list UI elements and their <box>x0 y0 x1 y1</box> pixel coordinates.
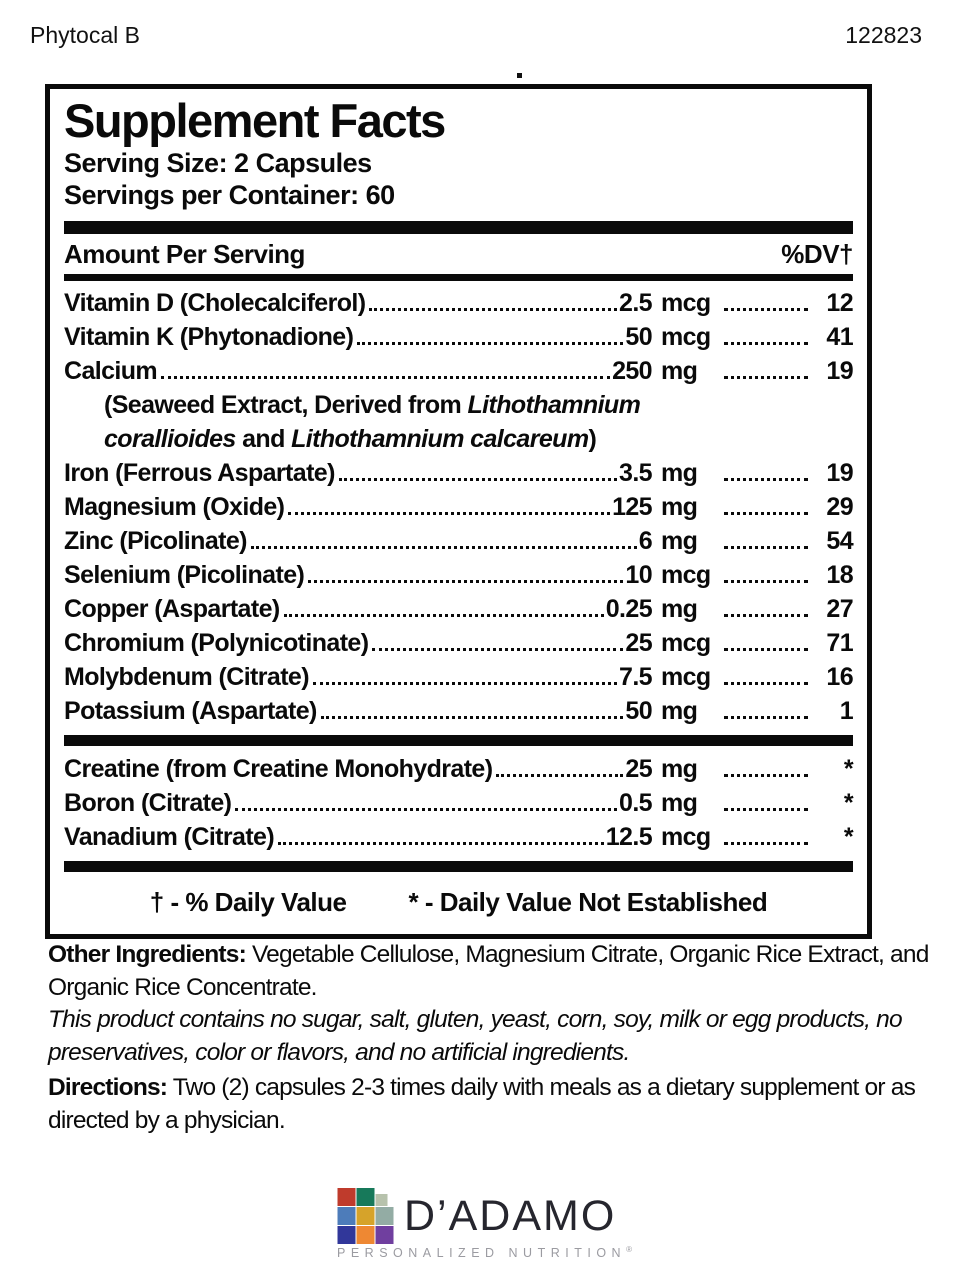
amount-value: 0.25 <box>605 595 652 623</box>
logo-square-orange <box>356 1226 374 1244</box>
registered-mark: ® <box>626 1245 632 1254</box>
nutrient-row <box>64 320 853 354</box>
divider-bar <box>64 274 853 281</box>
dagger-footnote: † - % Daily Value <box>149 887 347 917</box>
directions-label: Directions: <box>48 1074 168 1101</box>
daily-value: * <box>843 823 853 851</box>
product-name: Phytocal B <box>30 22 140 48</box>
leader-dots <box>724 580 808 583</box>
ingredient-source-note: corallioides and Lithothamnium calcareum) <box>104 425 597 453</box>
nutrient-row <box>64 786 853 820</box>
leader-dots <box>339 478 617 481</box>
leader-dots <box>724 376 808 379</box>
amount-unit: mcg <box>661 561 711 589</box>
amount-value: 3.5 <box>619 459 652 487</box>
amount-value: 25 <box>625 629 652 657</box>
serving-size: Serving Size: 2 Capsules <box>64 148 372 178</box>
page-header <box>30 22 922 49</box>
leader-dots <box>724 648 808 651</box>
nutrient-name: Vanadium (Citrate) <box>64 823 275 851</box>
nutrient-name: Zinc (Picolinate) <box>64 527 247 555</box>
daily-value: 27 <box>826 595 853 623</box>
daily-value: 29 <box>826 493 853 521</box>
nutrient-row <box>64 558 853 592</box>
leader-dots <box>724 682 808 685</box>
amount-value: 7.5 <box>619 663 652 691</box>
nutrient-name: Calcium <box>64 357 158 385</box>
nutrient-name: Creatine (from Creatine Monohydrate) <box>64 755 493 783</box>
nutrient-name: Selenium (Picolinate) <box>64 561 305 589</box>
logo-squares-icon <box>337 1188 393 1244</box>
leader-dots <box>369 308 617 311</box>
dadamo-logo <box>337 1188 632 1260</box>
leader-dots <box>161 376 610 379</box>
amount-unit: mcg <box>661 323 711 351</box>
logo-square-green <box>356 1188 374 1206</box>
daily-value: 71 <box>826 629 853 657</box>
amount-value: 50 <box>625 323 652 351</box>
leader-dots <box>278 842 604 845</box>
nutrient-name: Vitamin K (Phytonadione) <box>64 323 354 351</box>
leader-dots <box>724 614 808 617</box>
leader-dots <box>724 774 808 777</box>
logo-square-blue <box>337 1207 355 1225</box>
leader-dots <box>372 648 623 651</box>
amount-value: 6 <box>638 527 652 555</box>
leader-dots <box>724 478 808 481</box>
amount-unit: mcg <box>661 289 711 317</box>
leader-dots <box>313 682 617 685</box>
logo-square-gold <box>356 1207 374 1225</box>
logo-square-pale-sage-small <box>375 1188 393 1206</box>
directions-paragraph <box>48 1071 936 1137</box>
divider-bar <box>64 861 853 872</box>
print-registration-dot <box>517 73 522 78</box>
amount-value: 125 <box>612 493 652 521</box>
leader-dots <box>724 546 808 549</box>
panel-title: Supplement Facts <box>64 94 445 147</box>
amount-value: 250 <box>612 357 652 385</box>
daily-value: * <box>843 755 853 783</box>
logo-square-purple <box>375 1226 393 1244</box>
dv-column-label: %DV† <box>781 239 853 269</box>
other-ingredients-text: Vegetable Cellulose, Magnesium Citrate, Organic Rice Extract, and Organic Rice Concentrate. <box>48 941 929 1001</box>
directions-text: Two (2) capsules 2-3 times daily with meals as a dietary supplement or as directed by a physician. <box>48 1074 916 1134</box>
nutrient-row <box>64 820 853 854</box>
logo-square-navy <box>337 1226 355 1244</box>
amount-unit: mg <box>661 789 698 817</box>
leader-dots <box>724 716 808 719</box>
other-ingredients-paragraph <box>48 938 936 1004</box>
nutrient-name: Potassium (Aspartate) <box>64 697 317 725</box>
nutrient-row <box>64 490 853 524</box>
amount-value: 50 <box>625 697 652 725</box>
nutrient-row <box>64 626 853 660</box>
daily-value: 12 <box>826 289 853 317</box>
leader-dots <box>284 614 604 617</box>
amount-value: 25 <box>625 755 652 783</box>
nutrient-row <box>64 456 853 490</box>
daily-value: 1 <box>839 697 853 725</box>
nutrient-name: Chromium (Polynicotinate) <box>64 629 369 657</box>
logo-square-red <box>337 1188 355 1206</box>
amount-unit: mg <box>661 755 698 783</box>
nutrient-name: Boron (Citrate) <box>64 789 232 817</box>
leader-dots <box>496 774 623 777</box>
document-number: 122823 <box>845 22 922 48</box>
other-ingredients-label: Other Ingredients: <box>48 941 246 968</box>
nutrient-row <box>64 660 853 694</box>
supplement-facts-panel <box>45 84 872 939</box>
leader-dots <box>724 842 808 845</box>
asterisk-footnote: * - Daily Value Not Established <box>408 887 768 917</box>
column-header-row <box>64 234 853 274</box>
amount-unit: mg <box>661 459 698 487</box>
leader-dots <box>251 546 637 549</box>
logo-wordmark: D’ADAMO <box>404 1192 617 1240</box>
amount-unit: mcg <box>661 663 711 691</box>
nutrient-row <box>64 752 853 786</box>
contains-note: This product contains no sugar, salt, gluten, yeast, corn, soy, milk or egg products, no preservatives, color or flavors, and no artificial ingredients. <box>48 1006 902 1066</box>
daily-value: 19 <box>826 459 853 487</box>
amount-per-serving-label: Amount Per Serving <box>64 239 305 269</box>
daily-value: 54 <box>826 527 853 555</box>
ingredient-source-note: (Seaweed Extract, Derived from Lithothamnium <box>104 391 641 419</box>
amount-unit: mg <box>661 357 698 385</box>
nutrient-list-main <box>64 286 853 728</box>
leader-dots <box>288 512 610 515</box>
nutrient-list-secondary <box>64 752 853 854</box>
nutrient-row <box>64 694 853 728</box>
leader-dots <box>724 808 808 811</box>
leader-dots <box>357 342 623 345</box>
daily-value: 18 <box>826 561 853 589</box>
daily-value: 41 <box>826 323 853 351</box>
amount-value: 2.5 <box>619 289 652 317</box>
footnote-row <box>64 878 853 926</box>
nutrient-name: Iron (Ferrous Aspartate) <box>64 459 335 487</box>
amount-value: 12.5 <box>605 823 652 851</box>
leader-dots <box>321 716 624 719</box>
amount-unit: mg <box>661 493 698 521</box>
amount-unit: mg <box>661 595 698 623</box>
amount-value: 0.5 <box>619 789 652 817</box>
nutrient-row <box>64 354 853 388</box>
amount-unit: mcg <box>661 629 711 657</box>
daily-value: * <box>843 789 853 817</box>
daily-value: 16 <box>826 663 853 691</box>
logo-top-row <box>337 1188 632 1244</box>
logo-tagline: PERSONALIZED NUTRITION® <box>337 1245 632 1261</box>
amount-unit: mcg <box>661 823 711 851</box>
logo-square-sage <box>375 1207 393 1225</box>
leader-dots <box>235 808 617 811</box>
servings-per-container: Servings per Container: 60 <box>64 180 395 210</box>
nutrient-name: Copper (Aspartate) <box>64 595 280 623</box>
leader-dots <box>308 580 623 583</box>
nutrient-row <box>64 592 853 626</box>
amount-unit: mg <box>661 527 698 555</box>
amount-unit: mg <box>661 697 698 725</box>
leader-dots <box>724 342 808 345</box>
leader-dots <box>724 512 808 515</box>
leader-dots <box>724 308 808 311</box>
divider-bar <box>64 221 853 234</box>
nutrient-row <box>64 524 853 558</box>
amount-value: 10 <box>625 561 652 589</box>
nutrient-name: Molybdenum (Citrate) <box>64 663 309 691</box>
nutrient-row <box>64 286 853 320</box>
nutrient-name: Magnesium (Oxide) <box>64 493 285 521</box>
daily-value: 19 <box>826 357 853 385</box>
divider-bar <box>64 735 853 746</box>
nutrient-name: Vitamin D (Cholecalciferol) <box>64 289 366 317</box>
